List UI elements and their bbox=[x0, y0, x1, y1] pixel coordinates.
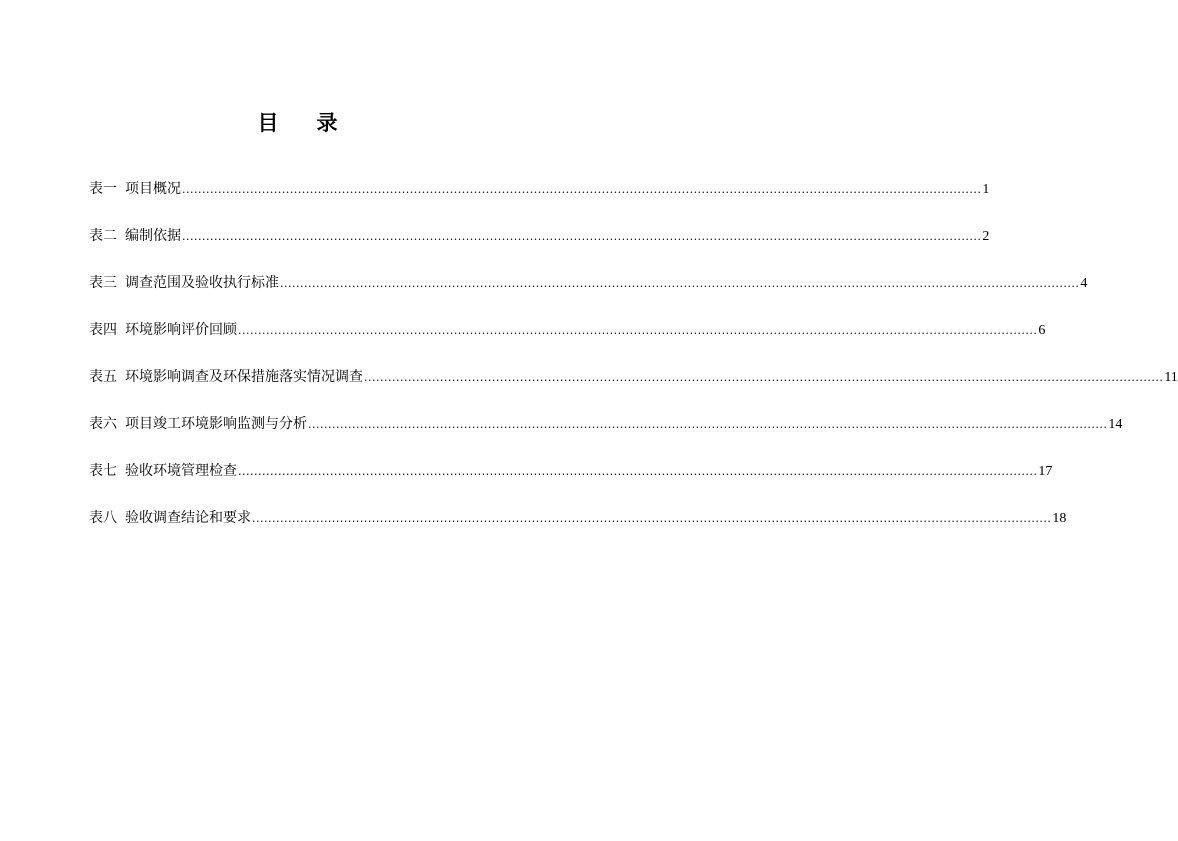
dot-leader: ........................................................................................................................................................................................................ bbox=[182, 183, 982, 196]
toc-entry-page: 6 bbox=[1038, 323, 1046, 338]
toc-entry-title: 调查范围及验收执行标准 bbox=[125, 275, 279, 291]
toc-entry-number: 表一 bbox=[89, 181, 117, 197]
toc-entry-number: 表七 bbox=[89, 463, 117, 479]
toc-entry-page: 11 bbox=[1164, 370, 1178, 385]
dot-leader: ........................................................................................................................................................................................................ bbox=[280, 277, 1080, 290]
toc-entry[interactable] bbox=[89, 179, 990, 199]
toc-entry-title: 环境影响调查及环保措施落实情况调查 bbox=[125, 369, 363, 385]
toc-entry-title: 验收环境管理检查 bbox=[125, 463, 237, 479]
toc-entry-title: 编制依据 bbox=[125, 228, 181, 244]
toc-entry[interactable] bbox=[89, 367, 1178, 387]
page-title bbox=[0, 107, 595, 137]
toc-entry-number: 表三 bbox=[89, 275, 117, 291]
title-char: 目 bbox=[257, 110, 279, 135]
toc-entry[interactable] bbox=[89, 226, 990, 246]
dot-leader: ........................................................................................................................................................................................................ bbox=[364, 371, 1164, 384]
dot-leader: ........................................................................................................................................................................................................ bbox=[252, 512, 1052, 525]
toc-entry[interactable] bbox=[89, 461, 1053, 481]
toc-entry-title: 项目竣工环境影响监测与分析 bbox=[125, 416, 307, 432]
toc-entry-title: 验收调查结论和要求 bbox=[125, 510, 251, 526]
toc-entry-number: 表五 bbox=[89, 369, 117, 385]
toc-entry[interactable] bbox=[89, 414, 1123, 434]
toc-entry-number: 表六 bbox=[89, 416, 117, 432]
toc-entry-page: 1 bbox=[982, 182, 990, 197]
toc-entry-page: 2 bbox=[982, 229, 990, 244]
dot-leader: ........................................................................................................................................................................................................ bbox=[308, 418, 1108, 431]
toc-entry-number: 表四 bbox=[89, 322, 117, 338]
dot-leader: ........................................................................................................................................................................................................ bbox=[238, 465, 1038, 478]
dot-leader: ........................................................................................................................................................................................................ bbox=[238, 324, 1038, 337]
toc-entry-page: 17 bbox=[1038, 464, 1053, 479]
toc-entry[interactable] bbox=[89, 320, 1046, 340]
title-char: 录 bbox=[316, 110, 338, 135]
toc-entry-page: 14 bbox=[1108, 417, 1123, 432]
toc-entry[interactable] bbox=[89, 273, 1088, 293]
dot-leader: ........................................................................................................................................................................................................ bbox=[182, 230, 982, 243]
toc-entry-title: 环境影响评价回顾 bbox=[125, 322, 237, 338]
toc-entry-page: 4 bbox=[1080, 276, 1088, 291]
toc-entry-page: 18 bbox=[1052, 511, 1067, 526]
toc-entry-title: 项目概况 bbox=[125, 181, 181, 197]
toc-entry-number: 表八 bbox=[89, 510, 117, 526]
toc-entry[interactable] bbox=[89, 508, 1067, 528]
toc-entry-number: 表二 bbox=[89, 228, 117, 244]
